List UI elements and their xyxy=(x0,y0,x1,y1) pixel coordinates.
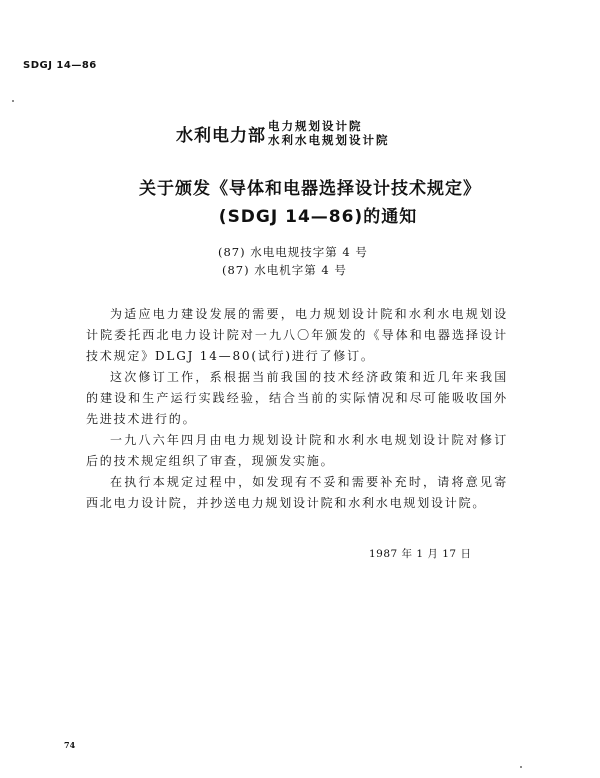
page-number: 74 xyxy=(64,740,76,750)
document-code: SDGJ 14—86 xyxy=(23,60,97,71)
body-paragraph: 这次修订工作，系根据当前我国的技术经济政策和近几年来我国的建设和生产运行实践经验，结合当前的实际情况和尽可能吸收国外先进技术进行的。 xyxy=(86,370,508,426)
issuer-department-2: 水利水电规划设计院 xyxy=(268,133,390,147)
reference-number: (87) 水电机字第 4 号 xyxy=(222,263,347,277)
notice-title-line-2: (SDGJ 14—86)的通知 xyxy=(218,207,418,227)
issuer-block xyxy=(176,119,390,147)
notice-body xyxy=(86,304,508,514)
body-paragraph: 在执行本规定过程中，如发现有不妥和需要补充时，请将意见寄西北电力设计院，并抄送电力规划设计院和水利水电规划设计院。 xyxy=(86,475,508,510)
issuer-ministry: 水利电力部 xyxy=(176,125,266,146)
issuer-department-1: 电力规划设计院 xyxy=(268,119,363,133)
reference-number: (87) 水电电规技字第 4 号 xyxy=(218,245,368,259)
notice-title-line-1: 关于颁发《导体和电器选择设计技术规定》 xyxy=(139,179,481,199)
issue-date: 1987 年 1 月 17 日 xyxy=(369,548,472,560)
scan-speck xyxy=(12,100,14,102)
body-paragraph: 为适应电力建设发展的需要，电力规划设计院和水利水电规划设计院委托西北电力设计院对一九八〇年颁发的《导体和电器选择设计技术规定》DLGJ 14—80(试行)进行了修订。 xyxy=(86,307,508,363)
issuer-departments xyxy=(268,119,390,147)
scan-speck xyxy=(520,766,522,768)
document-references xyxy=(218,243,368,279)
body-paragraph: 一九八六年四月由电力规划设计院和水利水电规划设计院对修订后的技术规定组织了审查，现颁发实施。 xyxy=(86,433,508,468)
